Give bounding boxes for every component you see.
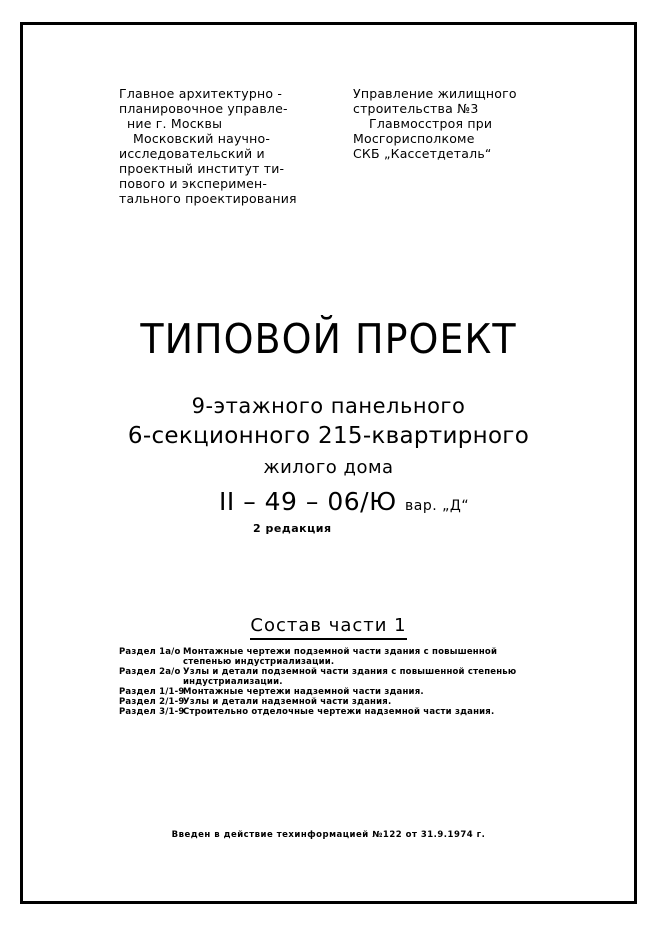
section-description: Строительно отделочные чертежи надземной части здания.	[183, 707, 495, 717]
project-variant: вар. „Д“	[405, 498, 470, 514]
section-description: Монтажные чертежи надземной части здания.	[183, 687, 424, 697]
subtitle-line-2: 6-секционного 215-квартирного	[127, 423, 530, 449]
subtitle-line-3: жилого дома	[263, 457, 394, 478]
section-description: Узлы и детали подземной части здания с повышенной степенью индустриализации.	[183, 667, 517, 687]
title-page-frame	[20, 22, 637, 904]
org-left-line: Московский научно-	[133, 131, 271, 146]
organization-right-block	[353, 86, 517, 161]
contents-row	[119, 667, 529, 687]
org-right-line: СКБ „Кассетдеталь“	[353, 146, 492, 161]
contents-row	[119, 697, 529, 707]
section-label: Раздел 1/1-9	[119, 687, 185, 697]
section-description: Узлы и детали надземной части здания.	[183, 697, 392, 707]
org-right-line: Главмосстроя при	[369, 116, 493, 131]
org-left-line: Главное архитектурно -	[119, 86, 283, 101]
org-left-line: исследовательский и	[119, 146, 265, 161]
org-right-line: строительства №3	[353, 101, 479, 116]
org-right-line: Мосгорисполкоме	[353, 131, 475, 146]
org-left-line: пового и эксперимен-	[119, 176, 268, 191]
section-label: Раздел 2/1-9	[119, 697, 185, 707]
org-right-line: Управление жилищного	[353, 86, 517, 101]
subtitle-line-1: 9-этажного панельного	[191, 394, 466, 418]
org-left-line: планировочное управле-	[119, 101, 288, 116]
section-label: Раздел 2а/о	[119, 667, 181, 677]
contents-heading	[23, 615, 634, 636]
org-left-line: проектный институт ти-	[119, 161, 285, 176]
document-title: ТИПОВОЙ ПРОЕКТ	[140, 315, 517, 363]
section-description: Монтажные чертежи подземной части здания с повышенной степенью индустриализации.	[183, 647, 498, 667]
contents-row	[119, 707, 529, 717]
footer-note: Введен в действие техинформацией №122 от 31.9.1974 г.	[171, 830, 486, 840]
organization-left-block	[119, 86, 297, 206]
project-code	[219, 487, 469, 516]
edition-label: 2 редакция	[253, 522, 332, 535]
project-code-number: II – 49 – 06/Ю	[219, 487, 397, 516]
contents-heading-text: Состав части 1	[250, 615, 406, 640]
contents-row	[119, 647, 529, 667]
contents-row	[119, 687, 529, 697]
section-label: Раздел 1а/о	[119, 647, 181, 657]
org-left-line: ние г. Москвы	[127, 116, 223, 131]
section-label: Раздел 3/1-9	[119, 707, 185, 717]
org-left-line: тального проектирования	[119, 191, 297, 206]
contents-list	[119, 647, 529, 717]
